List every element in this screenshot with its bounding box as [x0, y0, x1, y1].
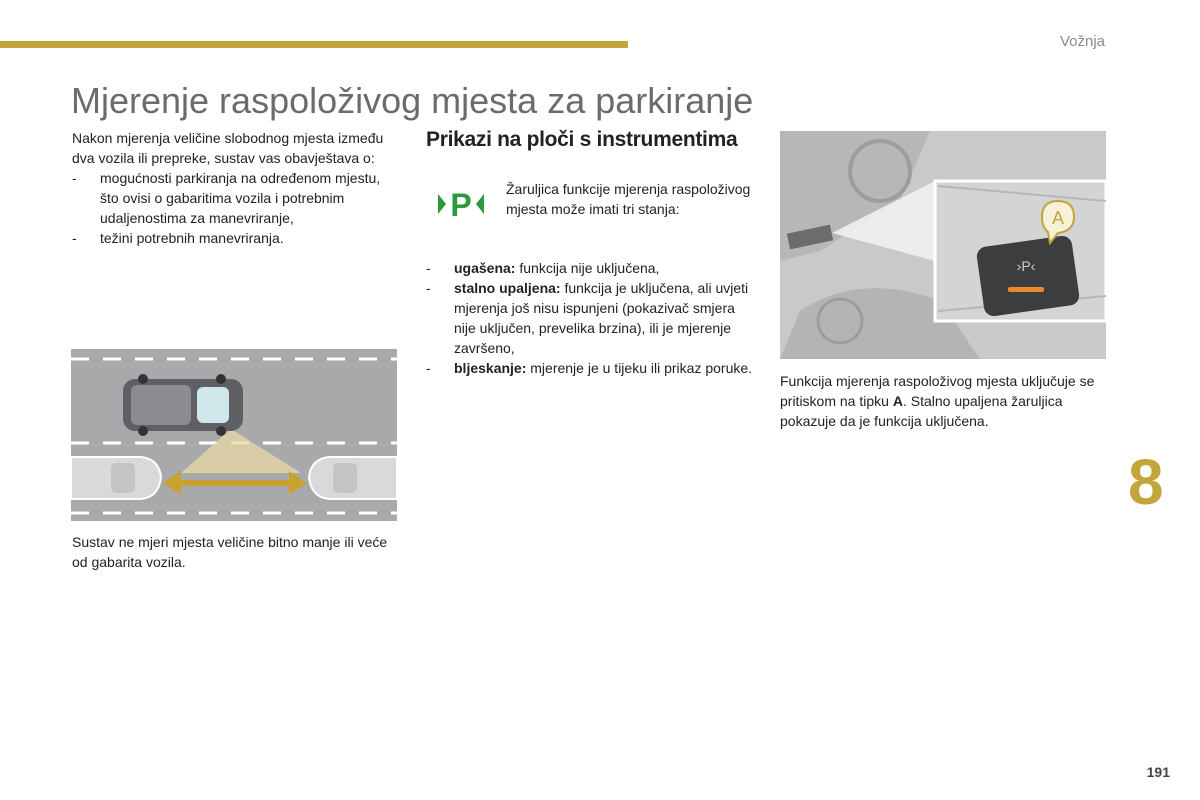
list-item: - težini potrebnih manevriranja.	[72, 228, 392, 248]
intro-bullet-list	[72, 168, 392, 248]
state-text: mjerenje je u tijeku ili prikaz poruke.	[526, 360, 753, 376]
illustration-caption: Sustav ne mjeri mjesta veličine bitno manje ili veće od gabarita vozila.	[72, 534, 388, 570]
section-heading: Prikazi na ploči s instrumentima	[426, 128, 738, 151]
list-item	[426, 358, 756, 378]
state-term: bljeskanje:	[454, 360, 527, 376]
parking-space-indicator-icon	[436, 186, 486, 222]
list-item	[426, 278, 756, 358]
state-term: stalno upaljena:	[454, 280, 561, 296]
page-title: Mjerenje raspoloživog mjesta za parkiranje	[71, 80, 754, 121]
svg-text:›P‹: ›P‹	[1016, 258, 1036, 274]
list-item	[426, 258, 756, 278]
state-text: funkcija nije uključena,	[515, 260, 660, 276]
state-text: funkcija je uključena, ali uvjeti mjerenja još nisu ispunjeni (pokazivač smjera nije uključen, prevelika brzina), ili je mjerenje završeno,	[454, 280, 749, 356]
chapter-number: 8	[1128, 446, 1164, 518]
list-item: - mogućnosti parkiranja na određenom mjestu, što ovisi o gabaritima vozila i potrebnim udaljenostima za manevriranje,	[72, 168, 392, 228]
caption-text: Funkcija mjerenja raspoloživog mjesta uključuje se pritiskom na tipku	[780, 373, 1095, 409]
page-number: 191	[1146, 764, 1170, 780]
parking-measurement-illustration	[71, 349, 397, 521]
caption-text: . Stalno upaljena žaruljica pokazuje da je funkcija uključena.	[780, 393, 1063, 429]
header-accent-bar	[0, 41, 628, 48]
dashboard-button-illustration	[780, 131, 1106, 359]
indicator-states-list	[426, 258, 756, 378]
caption-key: A	[892, 393, 903, 409]
svg-text:P: P	[450, 187, 472, 222]
state-term: ugašena:	[454, 260, 516, 276]
section-label: Vožnja	[1059, 33, 1105, 50]
button-a-marker: A	[1051, 208, 1065, 228]
intro-block	[72, 128, 392, 248]
indicator-description: Žaruljica funkcije mjerenja raspoloživog mjesta može imati tri stanja:	[506, 181, 751, 217]
intro-text: Nakon mjerenja veličine slobodnog mjesta između dva vozila ili prepreke, sustav vas obavještava o:	[72, 130, 384, 166]
button-caption	[780, 371, 1110, 431]
